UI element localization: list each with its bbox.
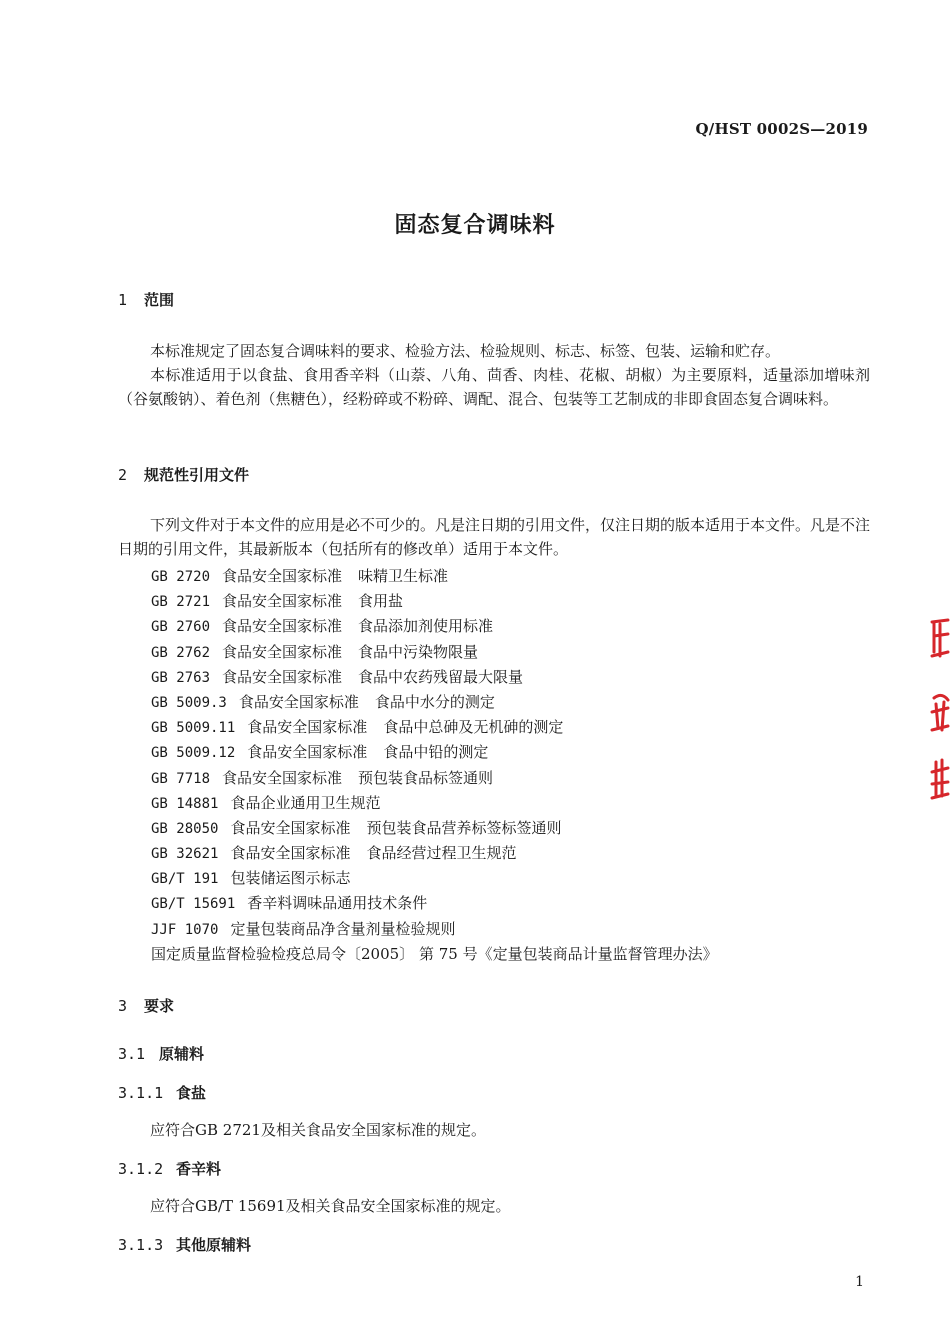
ref-code: GB 2762 — [151, 644, 211, 661]
section-title: 香辛料 — [176, 1160, 222, 1178]
ref-title: 食品中污染物限量 — [358, 642, 479, 661]
section-number: 3.1 — [118, 1045, 146, 1063]
ref-code: JJF 1070 — [151, 921, 219, 938]
ref-code: GB 2720 — [151, 569, 211, 585]
section-3-1-2-heading — [118, 1158, 221, 1179]
list-item — [151, 715, 718, 740]
section-3-1-1-heading — [118, 1082, 206, 1103]
document-code: Q/HST 0002S—2019 — [695, 120, 868, 138]
list-item — [151, 891, 718, 916]
list-item — [151, 614, 718, 639]
salt-requirement: 应符合GB 2721及相关食品安全国家标准的规定。 — [150, 1121, 486, 1139]
ref-category: 食品安全国家标准 — [222, 567, 343, 585]
normative-intro: 下列文件对于本文件的应用是必不可少的。凡是注日期的引用文件，仅注日期的版本适用于本文件。凡是不注日期的引用文件，其最新版本（包括所有的修改单）适用于本文件。 — [118, 516, 871, 558]
section-title: 食盐 — [176, 1084, 207, 1102]
scope-paragraph-2: 本标准适用于以食盐、食用香辛料（山萘、八角、茴香、肉桂、花椒、胡椒）为主要原料，适量添加增味剂（谷氨酸钠）、着色剂（焦糖色），经粉碎或不粉碎、调配、混合、包装等工艺制成的非即食固态复合调味料。 — [118, 366, 870, 408]
list-item — [151, 816, 718, 841]
ref-category: 食品安全国家标准 — [238, 692, 359, 711]
ref-category: 食品安全国家标准 — [222, 617, 343, 636]
section-3-1-3-heading — [118, 1234, 251, 1255]
ref-code: GB 28050 — [151, 820, 219, 837]
seal-stamp-icon — [928, 612, 950, 807]
ref-title: 味精卫生标准 — [358, 567, 449, 585]
section-title: 规范性引用文件 — [144, 466, 250, 484]
list-item — [151, 766, 718, 791]
ref-decree: 国定质量监督检验检疫总局令〔2005〕 第 75 号《定量包装商品计量监督管理办法》 — [151, 944, 718, 963]
ref-title: 香辛料调味品通用技术条件 — [247, 894, 428, 913]
section-3-1-heading — [118, 1043, 204, 1064]
ref-code: GB/T 191 — [151, 871, 219, 888]
ref-code: GB 5009.12 — [151, 745, 236, 762]
ref-title: 预包装食品标签通则 — [358, 768, 494, 787]
ref-category: 食品安全国家标准 — [222, 667, 343, 686]
section-1-heading — [118, 289, 174, 310]
ref-category: 食品安全国家标准 — [222, 642, 343, 661]
spice-requirement: 应符合GB/T 15691及相关食品安全国家标准的规定。 — [150, 1197, 511, 1215]
ref-code: GB 2760 — [151, 619, 211, 636]
ref-category: 食品安全国家标准 — [230, 844, 351, 863]
ref-category: 食品安全国家标准 — [222, 768, 343, 787]
list-item — [151, 942, 718, 967]
ref-title: 食品经营过程卫生规范 — [366, 844, 517, 863]
ref-title: 食品中铅的测定 — [383, 743, 489, 762]
section-number: 1 — [118, 291, 128, 309]
list-item — [151, 589, 718, 614]
section-2-heading — [118, 464, 249, 485]
section-number: 2 — [118, 466, 128, 484]
ref-code: GB 32621 — [151, 846, 219, 863]
scope-paragraph-1: 本标准规定了固态复合调味料的要求、检验方法、检验规则、标志、标签、包装、运输和贮存。 — [150, 342, 781, 360]
section-number: 3 — [118, 997, 128, 1015]
section-title: 范围 — [144, 291, 175, 309]
ref-category: 食品安全国家标准 — [247, 743, 368, 762]
section-number: 3.1.1 — [118, 1084, 164, 1102]
section-number: 3.1.2 — [118, 1160, 164, 1178]
section-title: 原辅料 — [159, 1045, 205, 1063]
list-item — [151, 640, 718, 665]
ref-title: 食用盐 — [358, 592, 404, 611]
ref-code: GB 14881 — [151, 795, 219, 812]
ref-category: 食品安全国家标准 — [247, 718, 368, 737]
list-item — [151, 917, 718, 942]
ref-category: 食品安全国家标准 — [222, 592, 343, 611]
list-item — [151, 866, 718, 891]
list-item — [151, 690, 718, 715]
ref-code: GB 2721 — [151, 594, 211, 611]
ref-title: 食品中总砷及无机砷的测定 — [383, 718, 564, 737]
ref-code: GB 7718 — [151, 770, 211, 787]
section-title: 要求 — [144, 997, 175, 1015]
ref-category: 食品安全国家标准 — [230, 818, 351, 837]
reference-list — [151, 564, 718, 967]
page-number: 1 — [855, 1274, 864, 1290]
ref-code: GB/T 15691 — [151, 896, 236, 913]
page-title: 固态复合调味料 — [394, 213, 556, 238]
ref-title: 食品中农药残留最大限量 — [358, 667, 524, 686]
ref-title: 定量包装商品净含量剂量检验规则 — [230, 919, 456, 938]
section-3-heading — [118, 995, 174, 1016]
ref-code: GB 5009.3 — [151, 694, 227, 711]
section-number: 3.1.3 — [118, 1236, 164, 1254]
list-item — [151, 665, 718, 690]
ref-title: 食品企业通用卫生规范 — [230, 793, 381, 812]
list-item — [151, 841, 718, 866]
ref-title: 食品中水分的测定 — [374, 692, 495, 711]
ref-code: GB 5009.11 — [151, 720, 236, 737]
ref-code: GB 2763 — [151, 669, 211, 686]
section-title: 其他原辅料 — [176, 1236, 252, 1254]
list-item — [151, 564, 718, 589]
list-item — [151, 740, 718, 765]
ref-title: 食品添加剂使用标准 — [358, 617, 494, 636]
ref-title: 预包装食品营养标签标签通则 — [366, 818, 562, 837]
list-item — [151, 791, 718, 816]
ref-title: 包装储运图示标志 — [230, 869, 351, 888]
